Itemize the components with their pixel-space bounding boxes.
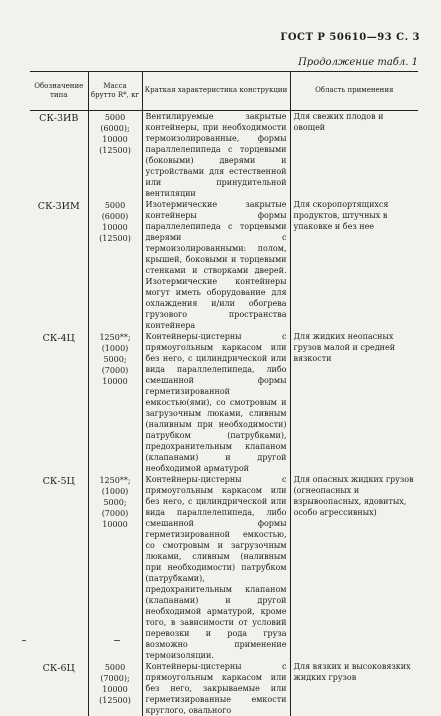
mass-value: (7000) [101,509,129,518]
application-cell: Для опасных жидких грузов (огнеопасных и взрывоопасных, ядовитых, особо агрессивных) [290,474,418,661]
mass-cell [88,111,142,200]
table-row [30,331,418,474]
application-cell: Для вязких и высоковязких жидких грузов [290,661,418,716]
table-continuation-label: Продолжение табл. 1 [298,57,418,68]
description-cell: Контейнеры-цистерны с прямоугольным каркасом или без него, с цилиндрической или вида параллелепипеда, либо смешанной формы герметизированной емкостью(ями), со смотровым и загрузочным люками, сливным (наливным при необходимости) патрубком (патрубками), предохранительным клапаном (клапанами) и другой необходимой арматурой [142,331,290,474]
type-cell: СК-5Ц [42,476,75,487]
container-types-table [30,71,418,716]
table-row [30,111,418,200]
table-row [30,474,418,661]
mass-value: (1000) [101,344,129,353]
mass-value: 10000 [102,685,128,694]
table-row [30,661,418,716]
mass-value: 5000 [104,663,126,672]
mass-value: 10000 [102,223,128,232]
mass-value: (7000); [100,674,130,683]
application-cell: Для жидких неопасных грузов малой и средней вязкости [290,331,418,474]
description-cell: Контейнеры-цистерны с прямоугольным каркасом или без него, с цилиндрической или вида параллелепипеда, либо смешанной формы герметизированной емкостью, со смотровым и загрузочным люками, сливным (наливным при необходимости) патрубком (патрубками), предохранительным клапаном (клапанами) и другой необходимой арматурой, кроме того, в зависимости от условий перевозки и рода груза возможно применение термоизоляции. [142,474,290,661]
table-row [30,199,418,331]
mass-value: 10000 [102,520,128,529]
mass-value: (6000); [100,124,130,133]
type-cell: СК-3ИМ [37,201,80,212]
column-header-application: Область применения [290,72,418,111]
page-header: ГОСТ Р 50610—93 С. 3 [280,32,420,43]
mass-value: (12500) [99,146,131,155]
type-cell: СК-4Ц [42,333,75,344]
application-cell: Для скоропортящихся продуктов, штучных в упаковке и без нее [290,199,418,331]
description-cell: Контейнеры-цистерны с прямоугольным каркасом или без него, закрываемые или герметизированные емкости круглого, овального [142,661,290,716]
column-header-mass: Масса брутто R*, кг [88,72,142,111]
application-cell: Для свежих плодов и овощей [290,111,418,200]
mass-value: 10000 [102,135,128,144]
mass-value: (12500) [99,234,131,243]
type-cell: СК-6Ц [42,663,75,674]
mass-value: 5000 [104,201,126,210]
type-cell: СК-3ИВ [39,113,79,124]
mass-value: (12500) [99,696,131,705]
mass-cell [88,661,142,716]
column-header-description: Краткая характеристика конструкции [142,72,290,111]
mass-cell [88,474,142,661]
mass-value: 5000 [104,113,126,122]
mass-cell [88,199,142,331]
mass-value: (7000) [101,366,129,375]
table-header-row [30,72,418,111]
page-edge-marks [22,640,122,644]
mass-value: 1250**; [99,476,131,485]
column-header-type: Обозначение типа [30,72,88,111]
mass-value: (6000) [101,212,129,221]
mass-value: 5000; [103,355,127,364]
mass-value: (1000) [101,487,129,496]
mass-value: 10000 [102,377,128,386]
description-cell: Вентилируемые закрытые контейнеры, при необходимости термоизолированные, формы параллелепипеда с торцевыми (боковыми) дверями и устройствами для естественной или принудительной вентиляции [142,111,290,200]
mass-cell [88,331,142,474]
description-cell: Изотермические закрытые контейнеры формы параллелепипеда с торцевыми дверями с термоизолированными: полом, крышей, боковыми и торцевыми стенками и створками дверей. Изотермические контейнеры могут иметь оборудование для охлаждения и/или обогрева грузового пространства контейнера [142,199,290,331]
mass-value: 1250**; [99,333,131,342]
mass-value: 5000; [103,498,127,507]
